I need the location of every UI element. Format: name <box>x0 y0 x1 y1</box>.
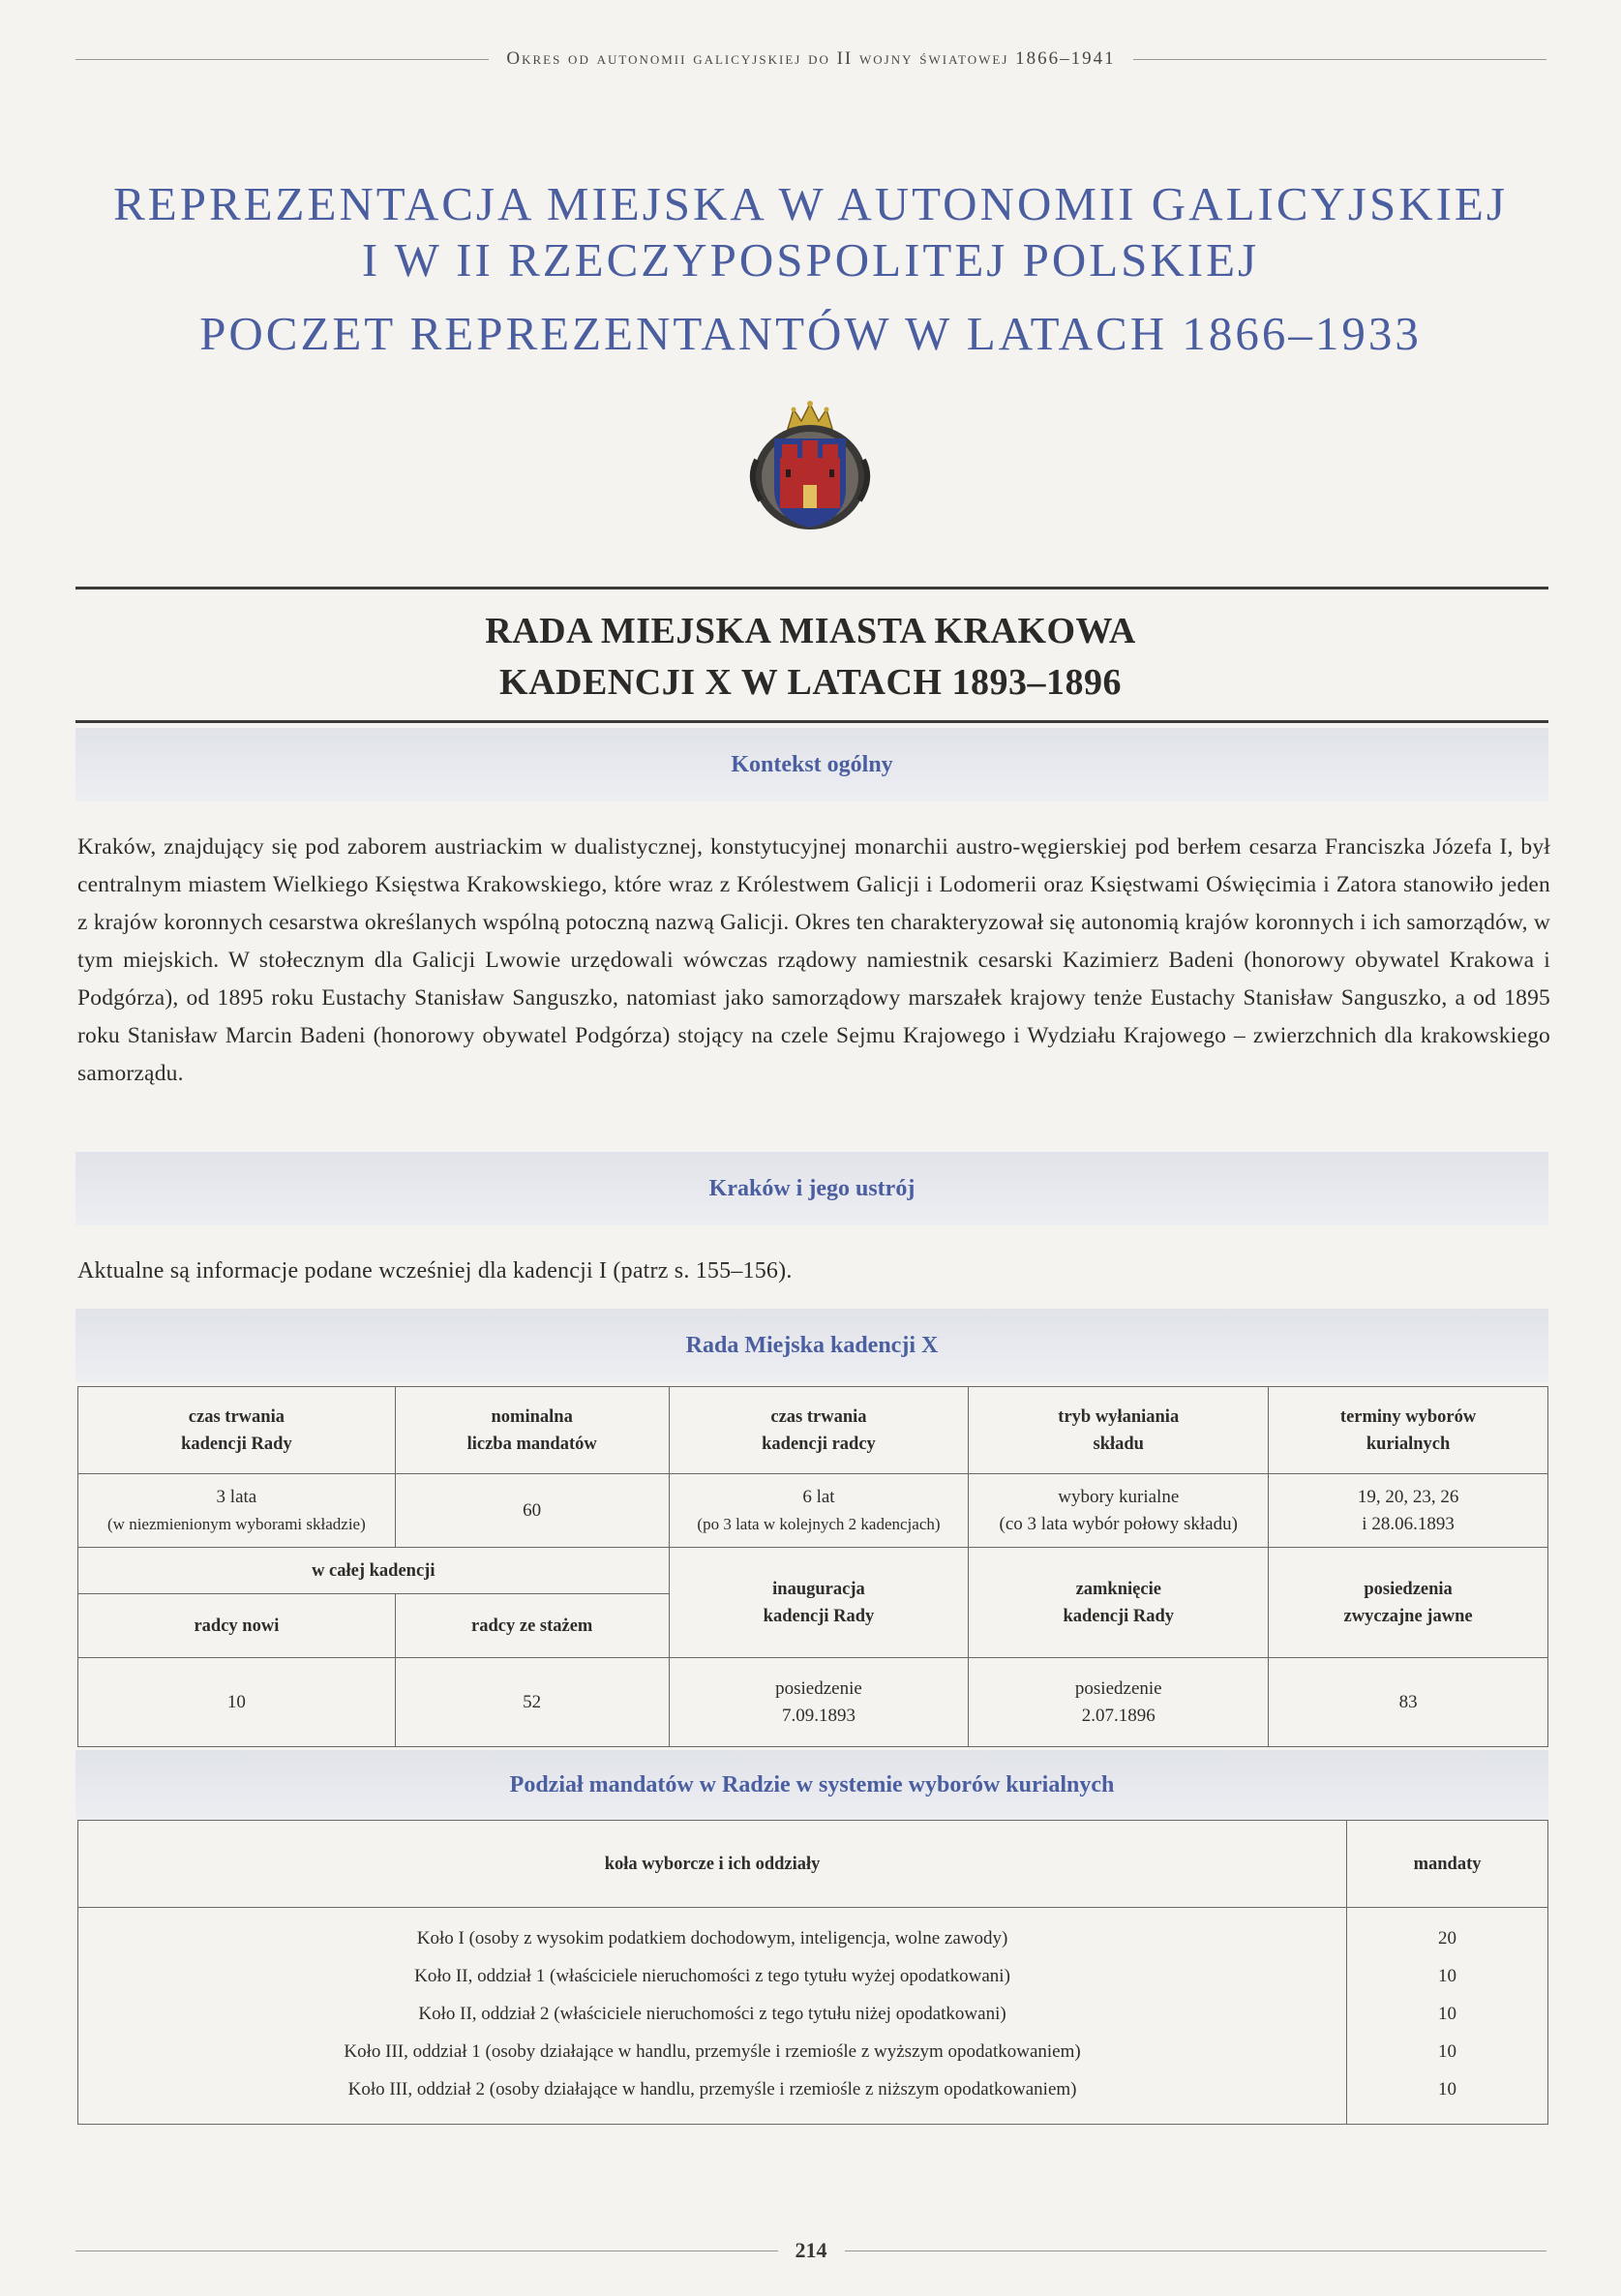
cell-election-dates: 19, 20, 23, 26 i 28.06.1893 <box>1269 1474 1548 1548</box>
main-title-line-2: I W II RZECZYPOSPOLITEJ POLSKIEJ <box>361 233 1260 287</box>
header-experienced-councillors: radcy ze stażem <box>395 1594 669 1658</box>
header-nominal-mandates: nominalna liczba mandatów <box>395 1387 669 1474</box>
band-council: Rada Miejska kadencji X <box>75 1309 1548 1382</box>
header-election-dates: terminy wyborów kurialnych <box>1269 1387 1548 1474</box>
header-new-councillors: radcy nowi <box>78 1594 396 1658</box>
section-title-line-2: KADENCJI X W LATACH 1893–1896 <box>499 662 1122 703</box>
cell-new-councillors: 10 <box>78 1658 396 1747</box>
cell-sessions: 83 <box>1269 1658 1548 1747</box>
mandates-list <box>1347 1908 1548 2125</box>
cell-term-councillor: 6 lat (po 3 lata w kolejnych 2 kadencjach) <box>669 1474 969 1548</box>
cell-experienced-councillors: 52 <box>395 1658 669 1747</box>
cell-closing: posiedzenie 2.07.1896 <box>969 1658 1269 1747</box>
header-sessions: posiedzenia zwyczajne jawne <box>1269 1548 1548 1658</box>
header-term-council: czas trwania kadencji Rady <box>78 1387 396 1474</box>
running-header <box>75 48 1546 70</box>
table-row: Koło II, oddział 1 (właściciele nieruchomości z tego tytułu wyżej opodatkowani) <box>414 1966 1010 1986</box>
footer <box>75 2238 1546 2263</box>
main-title-line-3: POCZET REPREZENTANTÓW W LATACH 1866–1933 <box>199 307 1422 360</box>
cell-term-council: 3 lata (w niezmienionym wyborami składzie) <box>78 1474 396 1548</box>
table-row: Koło I (osoby z wysokim podatkiem dochodowym, inteligencja, wolne zawody) <box>416 1928 1008 1949</box>
mandates-table <box>77 1820 1548 2125</box>
header-term-councillor: czas trwania kadencji radcy <box>669 1387 969 1474</box>
section-rule-bottom <box>75 720 1548 723</box>
header-whole-term: w całej kadencji <box>78 1548 670 1594</box>
mandates-header-row <box>78 1821 1548 1908</box>
header-circles: koła wyborcze i ich oddziały <box>78 1821 1347 1908</box>
band-context: Kontekst ogólny <box>75 728 1548 801</box>
table-row: Koło III, oddział 2 (osoby działające w handlu, przemyśle i rzemiośle z niższym opodatkowaniem) <box>347 2079 1077 2100</box>
council-data-row-2 <box>78 1658 1548 1747</box>
mandate-value: 10 <box>1438 2079 1457 2100</box>
running-header-text: Okres od autonomii galicyjskiej do II wojny światowej 1866–1941 <box>506 48 1116 69</box>
header-closing: zamknięcie kadencji Rady <box>969 1548 1269 1658</box>
mandate-value: 10 <box>1438 2041 1457 2062</box>
cell-selection-mode: wybory kurialne (co 3 lata wybór połowy składu) <box>969 1474 1269 1548</box>
council-whole-term-row <box>78 1548 1548 1594</box>
mandates-list-row <box>78 1908 1548 2125</box>
mandate-value: 20 <box>1438 1928 1457 1949</box>
table-row: Koło II, oddział 2 (właściciele nieruchomości z tego tytułu niżej opodatkowani) <box>418 2004 1006 2024</box>
section-rule-top <box>75 587 1548 589</box>
krakow-coat-of-arms-icon <box>737 392 883 537</box>
cell-nominal-mandates: 60 <box>395 1474 669 1548</box>
mandate-value: 10 <box>1438 1966 1457 1986</box>
paragraph-constitution: Aktualne są informacje podane wcześniej dla kadencji I (patrz s. 155–156). <box>77 1258 793 1284</box>
council-header-row <box>78 1387 1548 1474</box>
table-row: Koło III, oddział 1 (osoby działające w handlu, przemyśle i rzemiośle z wyższym opodatkowaniem) <box>344 2041 1081 2062</box>
paragraph-context: Kraków, znajdujący się pod zaborem austriackim w dualistycznej, konstytucyjnej monarchii austro-węgierskiej pod berłem cesarza Franciszka Józefa I, był centralnym miastem Wielkiego Księstwa Krakowskiego, które wraz z Królestwem Galicji i Lodomerii oraz Księstwami Oświęcimia i Zatora stanowiło jeden z krajów koronnych cesarstwa określanych wspólną potoczną nazwą Galicji. Okres ten charakteryzował się autonomią krajów koronnych i ich samorządów, w tym miejskich. W stołecznym dla Galicji Lwowie urzędowali wówczas rządowy namiestnik cesarski Kazimierz Badeni (honorowy obywatel Krakowa i Podgórza), od 1895 roku Eustachy Stanisław Sanguszko, natomiast jako samorządowy marszałek krajowy tenże Eustachy Stanisław Sanguszko, a od 1895 roku Stanisław Marcin Badeni (honorowy obywatel Podgórza) stojący na czele Sejmu Krajowego i Wydziału Krajowego – zwierzchnich dla krakowskiego samorządu. <box>77 834 1550 1086</box>
main-title-line-1: REPREZENTACJA MIEJSKA W AUTONOMII GALICYJSKIEJ <box>113 177 1508 230</box>
header-rule-left <box>75 59 489 60</box>
cell-inauguration: posiedzenie 7.09.1893 <box>669 1658 969 1747</box>
band-mandates: Podział mandatów w Radzie w systemie wyborów kurialnych <box>75 1750 1548 1820</box>
header-selection-mode: tryb wyłaniania składu <box>969 1387 1269 1474</box>
circles-list <box>78 1908 1347 2125</box>
header-mandates: mandaty <box>1347 1821 1548 1908</box>
page-number: 214 <box>795 2238 827 2262</box>
mandate-value: 10 <box>1438 2004 1457 2024</box>
council-data-row-1 <box>78 1474 1548 1548</box>
header-rule-right <box>1133 59 1546 60</box>
section-title-line-1: RADA MIEJSKA MIASTA KRAKOWA <box>485 611 1136 651</box>
band-constitution: Kraków i jego ustrój <box>75 1152 1548 1225</box>
header-inauguration: inauguracja kadencji Rady <box>669 1548 969 1658</box>
council-table <box>77 1386 1548 1747</box>
